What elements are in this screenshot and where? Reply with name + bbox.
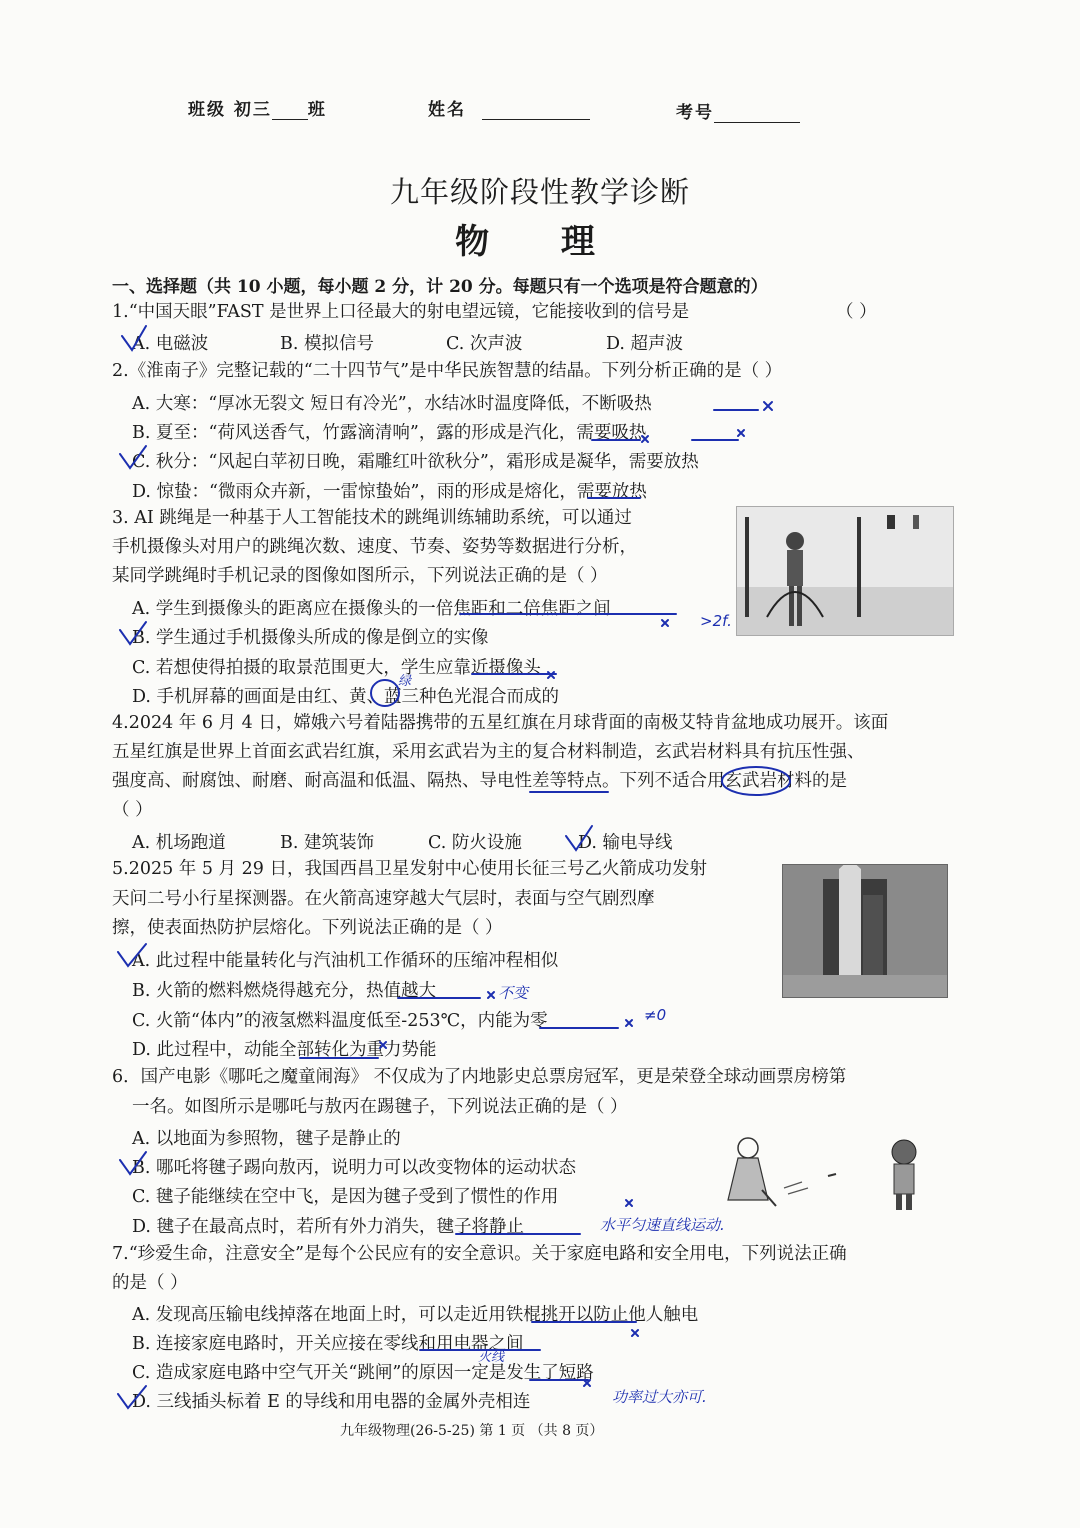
q2-stem: 2.《淮南子》完整记载的“二十四节气”是中华民族智慧的结晶。下列分析正确的是（ ） (112, 361, 783, 381)
q7-stem-line1: 7.“珍爱生命，注意安全”是每个公民应有的安全意识。关于家庭电路和安全用电，下列说法正确 (112, 1244, 847, 1264)
q3-stem-line2: 手机摄像头对用户的跳绳次数、速度、节奏、姿势等数据进行分析， (112, 537, 637, 557)
q3-option-c: C. 若想使得拍摄的取景范围更大，学生应靠近摄像头 (132, 658, 541, 678)
subject-title: 物 理 (455, 222, 625, 262)
q7-option-c: C. 造成家庭电路中空气开关“跳闸”的原因一定是发生了短路 (132, 1363, 594, 1383)
q6-option-c: C. 毽子能继续在空中飞，是因为毽子受到了惯性的作用 (132, 1187, 559, 1207)
q2-option-d: D. 惊蛰：“微雨众卉新，一雷惊蛰始”，雨的形成是熔化，需要放热 (132, 482, 647, 502)
q4-option-d: D. 输电导线 (578, 833, 673, 853)
q2-option-a: A. 大寒：“厚冰无裂文 短日有冷光”，水结冰时温度降低，不断吸热 (132, 394, 652, 414)
q4-option-c: C. 防火设施 (428, 833, 522, 853)
q4-stem-line1: 4.2024 年 6 月 4 日，嫦娥六号着陆器携带的五星红旗在月球背面的南极艾特肯盆地成功展开。该面 (112, 713, 889, 733)
handwritten-note-q7d: 功率过大亦可. (612, 1388, 707, 1406)
class-label: 班级 初三 (188, 100, 272, 120)
check-mark-icon (118, 1386, 146, 1408)
q1-option-c: C. 次声波 (446, 334, 523, 354)
q3-stem-line1: 3. AI 跳绳是一种基于人工智能技术的跳绳训练辅助系统，可以通过 (112, 508, 632, 528)
q5-option-b: B. 火箭的燃料燃烧得越充分，热值越大 (132, 981, 436, 1001)
q6-stem-line2: 一名。如图所示是哪吒与敖丙在踢毽子，下列说法正确的是（ ） (132, 1097, 628, 1117)
q4-option-b: B. 建筑装饰 (280, 833, 374, 853)
q3-option-b: B. 学生通过手机摄像头所成的像是倒立的实像 (132, 628, 489, 648)
q2-option-b: B. 夏至：“荷风送香气，竹露滴清响”，露的形成是汽化，需要吸热 (132, 423, 647, 443)
exam-title: 九年级阶段性教学诊断 (389, 175, 690, 209)
q6-stem-line1: 6．国产电影《哪吒之魔童闹海》 不仅成为了内地影史总票房冠军，更是荣登全球动画票房榜第 (112, 1067, 847, 1087)
id-label: 考号 (676, 103, 714, 123)
handwritten-note-q7c: 火线 (478, 1350, 505, 1365)
check-mark-icon (118, 944, 146, 966)
q7-option-b: B. 连接家庭电路时，开关应接在零线和用电器之间 (132, 1334, 524, 1354)
q7-option-a: A. 发现高压输电线掉落在地面上时，可以走近用铁棍挑开以防止他人触电 (132, 1305, 699, 1325)
handwritten-note-q6d: 水平匀速直线运动. (600, 1216, 725, 1234)
q7-stem-line2: 的是（ ） (112, 1273, 188, 1293)
q1-answer-paren: （ ） (836, 302, 877, 322)
q6-option-a: A. 以地面为参照物，毽子是静止的 (132, 1129, 401, 1149)
q2-option-c: C. 秋分：“风起白苹初日晚，霜雕红叶欲秋分”，霜形成是凝华，需要放热 (132, 452, 699, 472)
name-label: 姓名 (428, 100, 466, 120)
q6-option-d: D. 毽子在最高点时，若所有外力消失，毽子将静止 (132, 1217, 525, 1237)
handwritten-note-q5c: ≠0 (644, 1006, 667, 1024)
q4-stem-line3: 强度高、耐腐蚀、耐磨、耐高温和低温、隔热、导电性差等特点。下列不适合用玄武岩材料的是 (112, 771, 847, 791)
check-mark-icon (120, 446, 146, 468)
q5-stem-line2: 天问二号小行星探测器。在火箭高速穿越大气层时，表面与空气剧烈摩 (112, 889, 655, 909)
q5-option-c: C. 火箭“体内”的液氢燃料温度低至-253℃，内能为零 (132, 1011, 548, 1031)
q5-option-a: A. 此过程中能量转化与汽油机工作循环的压缩冲程相似 (132, 951, 559, 971)
q4-stem-line4: （ ） (112, 800, 153, 820)
q1-option-a: A. 电磁波 (132, 334, 209, 354)
handwritten-note-q3-yellow: 绿 (398, 674, 412, 689)
handwritten-note-q5b: 不变 (498, 984, 529, 1002)
q7-option-d: D. 三线插头标着 E 的导线和用电器的金属外壳相连 (132, 1392, 531, 1412)
handwritten-note-q3: >2f. (700, 612, 732, 630)
q5-stem-line1: 5.2025 年 5 月 29 日，我国西昌卫星发射中心使用长征三号乙火箭成功发射 (112, 859, 707, 879)
q1-option-d: D. 超声波 (606, 334, 684, 354)
q1-stem: 1.“中国天眼”FAST 是世界上口径最大的射电望远镜，它能接收到的信号是 (112, 302, 690, 322)
section-heading: 一、选择题（共 10 小题，每小题 2 分，计 20 分。每题只有一个选项是符合题意的） (112, 277, 768, 297)
q3-option-a: A. 学生到摄像头的距离应在摄像头的一倍焦距和二倍焦距之间 (132, 599, 611, 619)
q3-option-d: D. 手机屏幕的画面是由红、黄、蓝三种色光混合而成的 (132, 687, 560, 707)
check-mark-icon (566, 826, 592, 850)
q5-option-d: D. 此过程中，动能全部转化为重力势能 (132, 1040, 437, 1060)
q4-option-a: A. 机场跑道 (132, 833, 226, 853)
q6-option-b: B. 哪吒将毽子踢向敖丙，说明力可以改变物体的运动状态 (132, 1158, 576, 1178)
check-mark-icon (120, 622, 146, 644)
class-suffix: 班 (307, 100, 327, 120)
page-footer: 九年级物理(26-5-25) 第 1 页 （共 8 页） (340, 1423, 604, 1439)
check-mark-icon (120, 1152, 146, 1174)
q3-stem-line3: 某同学跳绳时手机记录的图像如图所示，下列说法正确的是（ ） (112, 566, 608, 586)
check-mark-icon (122, 326, 146, 350)
q5-stem-line3: 擦，使表面热防护层熔化。下列说法正确的是（ ） (112, 918, 503, 938)
q4-stem-line2: 五星红旗是世界上首面玄武岩红旗，采用玄武岩为主的复合材料制造，玄武岩材料具有抗压性强、 (112, 742, 865, 762)
q1-option-b: B. 模拟信号 (280, 334, 374, 354)
